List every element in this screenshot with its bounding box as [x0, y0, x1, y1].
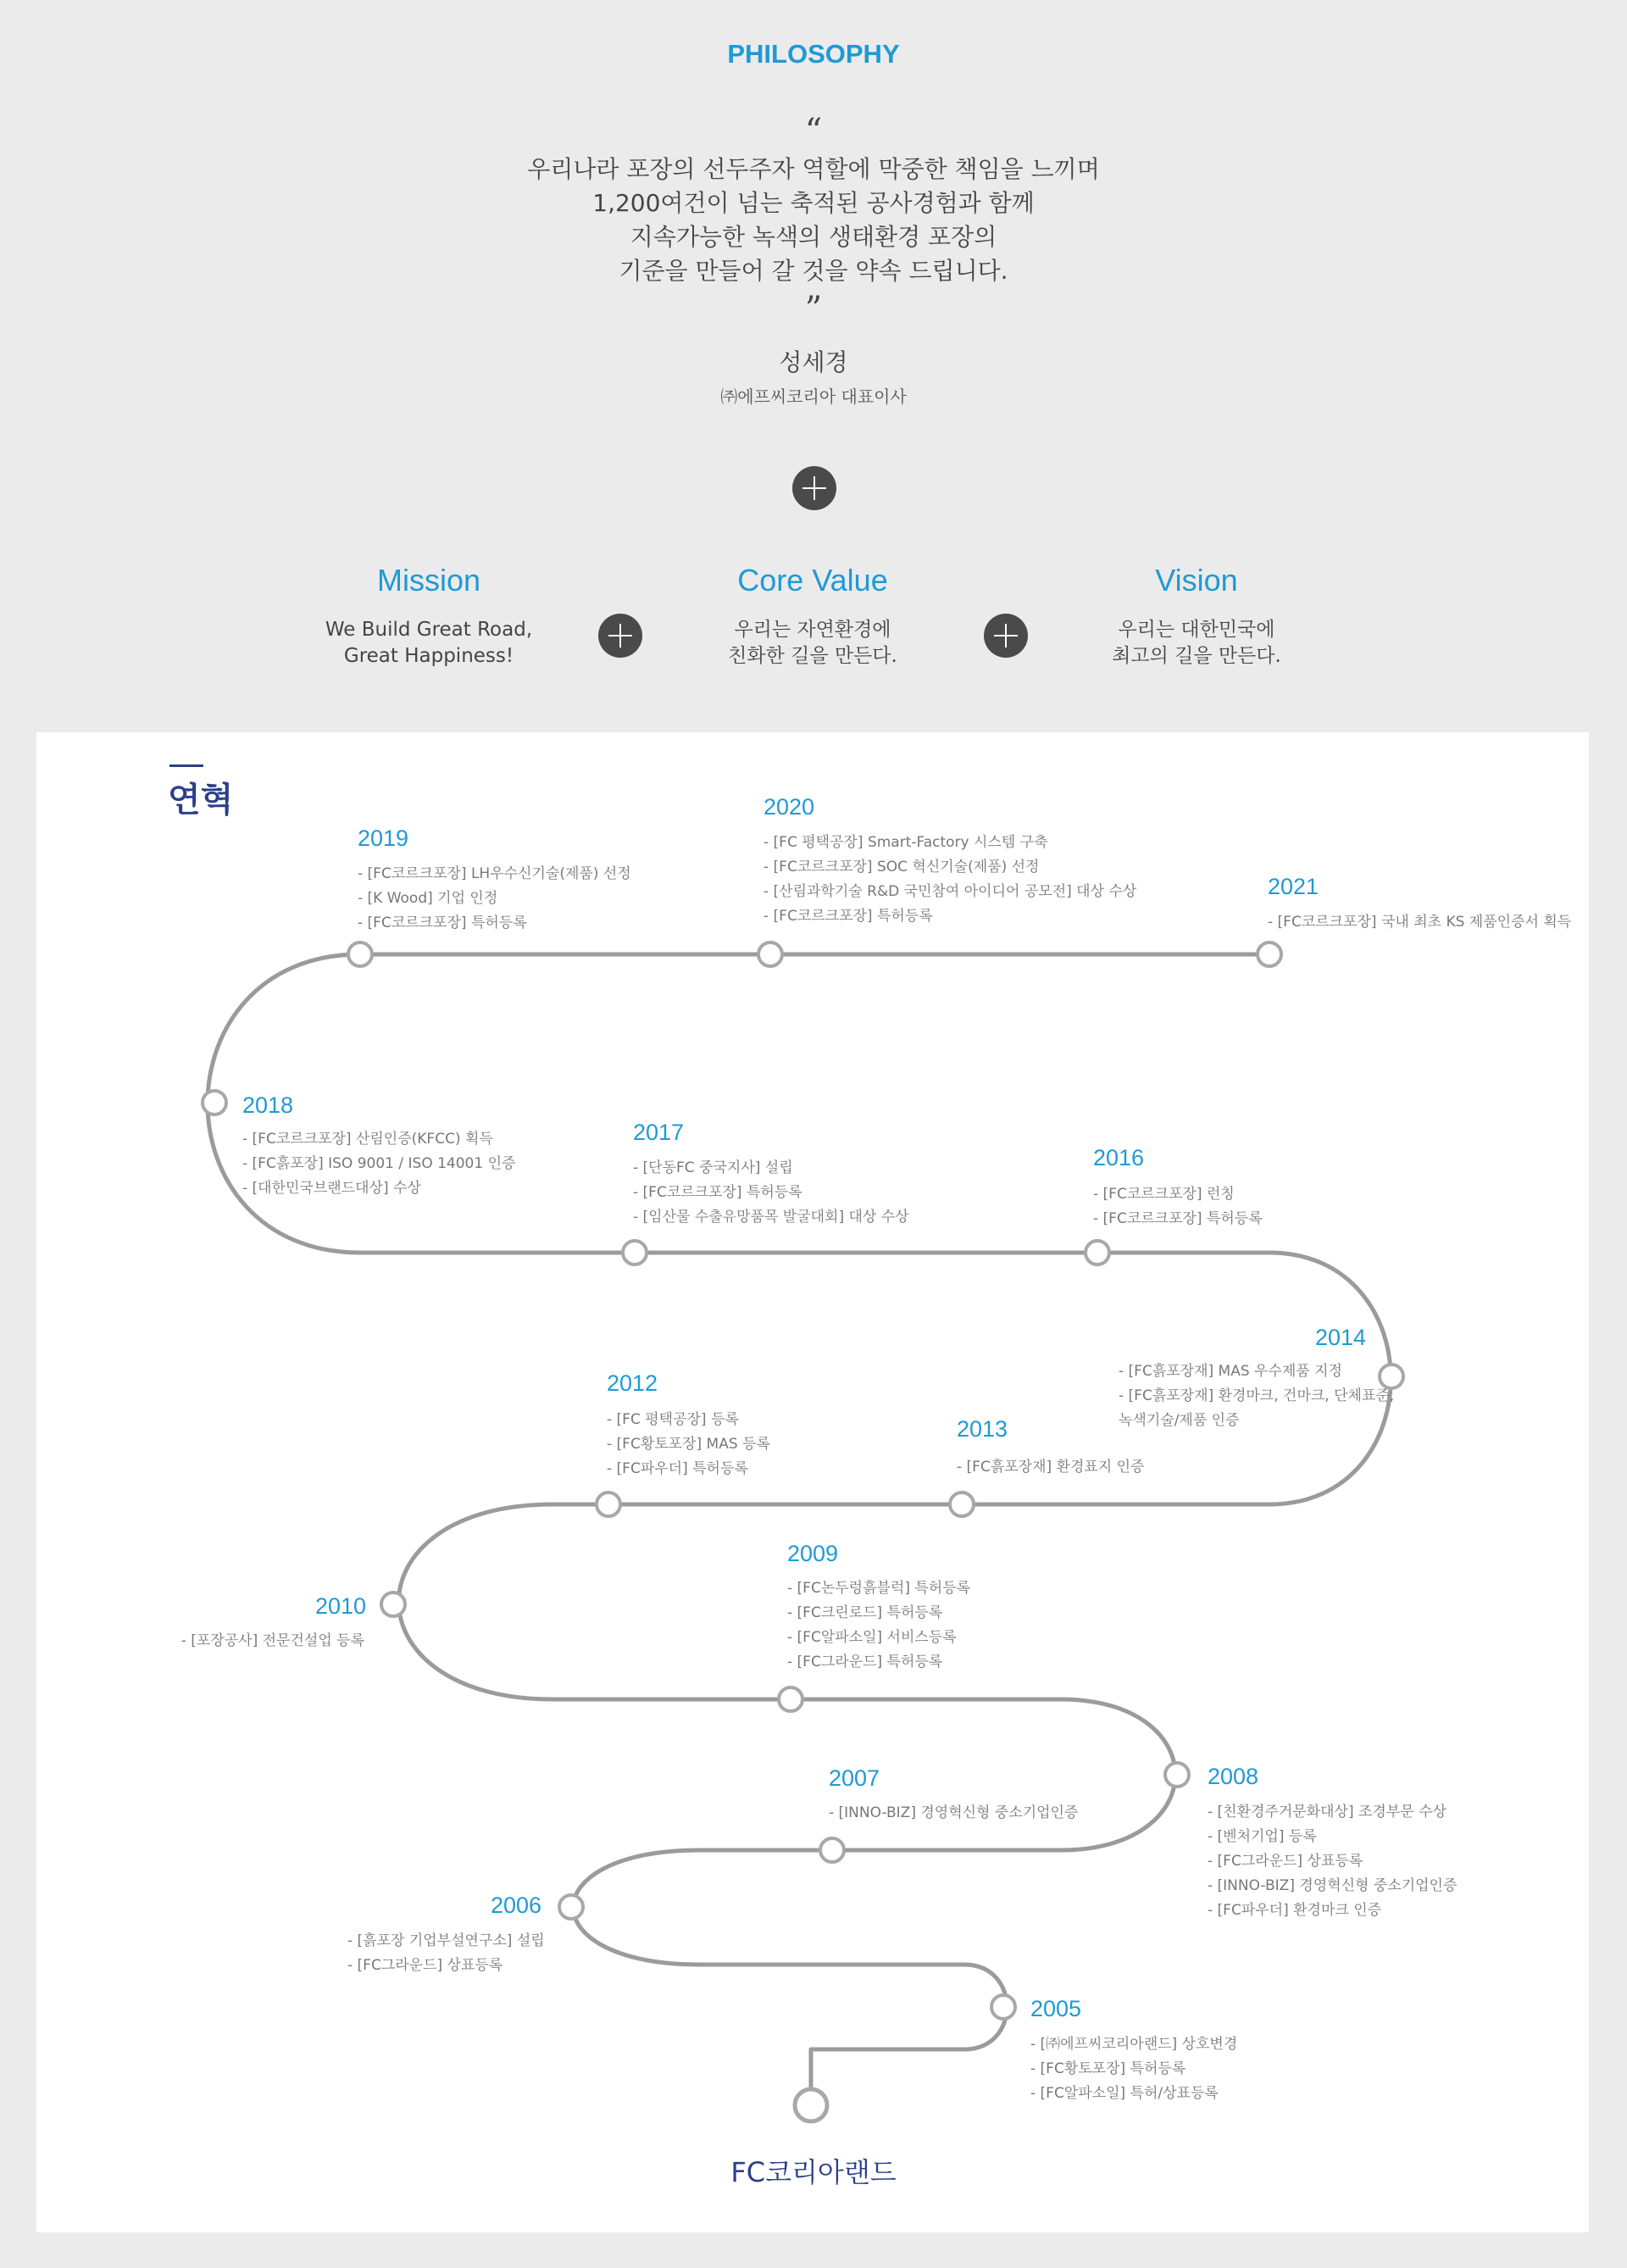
list-item: - [FC코르크포장] 국내 최초 KS 제품인증서 획득	[1268, 914, 1572, 931]
philosophy-title: PHILOSOPHY	[727, 39, 900, 69]
list-item: - [FC 평택공장] 등록	[607, 1411, 739, 1428]
node-2005	[991, 1995, 1015, 2019]
list-item: - [FC파우더] 환경마크 인증	[1208, 1902, 1382, 1919]
mission-line: Great Happiness!	[343, 645, 514, 667]
list-item: - [FC흙포장] ISO 9001 / ISO 14001 인증	[242, 1155, 516, 1172]
list-item: - [FC코르크포장] LH우수신기술(제품) 선정	[358, 865, 631, 882]
list-item: - [산림과학기술 R&D 국민참여 아이디어 공모전] 대상 수상	[764, 883, 1137, 900]
items-2007	[829, 1801, 1078, 1826]
items-2018	[242, 1127, 515, 1201]
year-2008: 2008	[1208, 1764, 1259, 1789]
list-item: - [FC코르크포장] 특허등록	[764, 908, 933, 925]
items-2013	[957, 1455, 1144, 1480]
list-item: - [FC알파소일] 서비스등록	[787, 1629, 957, 1646]
core-value-line: 우리는 자연환경에	[734, 619, 891, 641]
list-item: - [K Wood] 기업 인정	[358, 890, 498, 907]
list-item: - [FC코르크포장] 특허등록	[358, 914, 527, 931]
node-2007	[820, 1838, 844, 1862]
year-2019: 2019	[358, 825, 409, 851]
items-2006	[347, 1929, 545, 1978]
year-2006: 2006	[491, 1893, 542, 1918]
items-2012	[607, 1408, 770, 1481]
node-2020	[758, 942, 782, 966]
year-2014: 2014	[1315, 1325, 1367, 1350]
list-item: - [FC코르크포장] 산림인증(KFCC) 획득	[242, 1131, 493, 1148]
list-item: - [㈜에프씨코리아랜드] 상호변경	[1030, 2036, 1238, 2053]
quote-line: 우리나라 포장의 선두주자 역할에 막중한 책임을 느끼며	[527, 155, 1100, 183]
history-title: 연혁	[168, 781, 234, 820]
ceo-name: 성세경	[779, 348, 848, 376]
node-2012	[597, 1493, 620, 1516]
core-value-line: 친화한 길을 만든다.	[728, 645, 897, 667]
node-2016	[1086, 1241, 1109, 1265]
mission-title: Mission	[376, 563, 481, 598]
list-item: - [FC논두렁흙블럭] 특허등록	[787, 1580, 971, 1597]
list-item: - [친환경주거문화대상] 조경부문 수상	[1208, 1804, 1447, 1821]
items-2008	[1208, 1800, 1457, 1923]
node-2019	[348, 942, 372, 966]
close-quote-icon: ”	[804, 290, 823, 329]
list-item: - [FC흙포장재] 환경마크, 건마크, 단체표준,	[1119, 1387, 1395, 1404]
year-2010: 2010	[315, 1593, 367, 1619]
node-2008	[1165, 1763, 1189, 1787]
vision-line: 최고의 길을 만든다.	[1112, 645, 1281, 667]
ceo-title: ㈜에프씨코리아 대표이사	[720, 386, 907, 407]
list-item: - [FC코르크포장] 특허등록	[1093, 1210, 1263, 1227]
list-item: - [FC 평택공장] Smart-Factory 시스템 구축	[764, 834, 1048, 851]
node-2018	[203, 1091, 226, 1115]
year-2021: 2021	[1268, 874, 1319, 899]
list-item: - [임산물 수출유망품목 발굴대회] 대상 수상	[633, 1209, 909, 1226]
list-item: 녹색기술/제품 인증	[1119, 1412, 1240, 1429]
open-quote-icon: “	[804, 112, 823, 151]
year-2017: 2017	[633, 1120, 685, 1145]
list-item: - [FC황토포장] 특허등록	[1030, 2060, 1186, 2077]
list-item: - [FC그라운드] 상표등록	[1208, 1853, 1363, 1870]
year-2012: 2012	[607, 1370, 658, 1396]
list-item: - [흙포장 기업부설연구소] 설립	[347, 1932, 545, 1949]
list-item: - [FC그라운드] 상표등록	[347, 1957, 503, 1974]
node-end	[795, 2089, 827, 2121]
quote-line: 기준을 만들어 갈 것을 약속 드립니다.	[619, 257, 1008, 285]
list-item: - [대한민국브랜드대상] 수상	[242, 1180, 421, 1197]
node-2021	[1258, 942, 1281, 966]
node-2013	[950, 1493, 974, 1516]
year-2013: 2013	[957, 1416, 1008, 1442]
items-2016	[1093, 1182, 1263, 1231]
list-item: - [FC흙포장재] MAS 우수제품 지정	[1119, 1363, 1342, 1380]
quote-line: 1,200여건이 넘는 축적된 공사경험과 함께	[592, 189, 1035, 217]
list-item: - [FC흙포장재] 환경표지 인증	[957, 1459, 1145, 1476]
items-2017	[633, 1156, 909, 1230]
list-item: - [INNO-BIZ] 경영혁신형 중소기업인증	[829, 1804, 1079, 1821]
node-2010	[381, 1593, 405, 1616]
core-value-title: Core Value	[737, 563, 888, 598]
list-item: - [INNO-BIZ] 경영혁신형 중소기업인증	[1208, 1877, 1458, 1894]
year-2016: 2016	[1093, 1145, 1145, 1170]
list-item: - [FC그라운드] 특허등록	[787, 1654, 943, 1670]
list-item: - [벤처기업] 등록	[1208, 1828, 1317, 1845]
list-item: - [FC코르크포장] 특허등록	[633, 1184, 802, 1201]
list-item: - [FC코르크포장] SOC 혁신기술(제품) 선정	[764, 859, 1040, 876]
year-2007: 2007	[829, 1765, 880, 1791]
year-2005: 2005	[1030, 1996, 1082, 2021]
items-2021	[1268, 910, 1571, 935]
vision-line: 우리는 대한민국에	[1118, 619, 1275, 641]
list-item: - [FC코르크포장] 런칭	[1093, 1186, 1235, 1203]
items-2005	[1030, 2032, 1237, 2106]
list-item: - [단동FC 중국지사] 설립	[633, 1159, 793, 1176]
quote-line: 지속가능한 녹색의 생태환경 포장의	[630, 223, 997, 251]
year-2018: 2018	[242, 1092, 294, 1118]
list-item: - [FC알파소일] 특허/상표등록	[1030, 2085, 1219, 2102]
list-item: - [FC파우더] 특허등록	[607, 1460, 748, 1477]
brand-name: FC코리아랜드	[730, 2156, 897, 2188]
year-2020: 2020	[764, 794, 815, 820]
year-2009: 2009	[787, 1541, 839, 1566]
list-item: - [FC황토포장] MAS 등록	[607, 1436, 770, 1453]
list-item: - [포장공사] 전문건설업 등록	[180, 1632, 364, 1649]
vision-title: Vision	[1155, 563, 1238, 598]
items-2010	[110, 1629, 364, 1654]
list-item: - [FC크린로드] 특허등록	[787, 1604, 943, 1621]
items-2020	[764, 831, 1136, 929]
node-2006	[559, 1895, 583, 1919]
items-2014	[1119, 1359, 1394, 1433]
node-2017	[623, 1241, 647, 1265]
mission-line: We Build Great Road,	[325, 619, 533, 641]
items-2019	[358, 862, 631, 936]
items-2009	[787, 1576, 970, 1675]
node-2009	[779, 1687, 802, 1711]
